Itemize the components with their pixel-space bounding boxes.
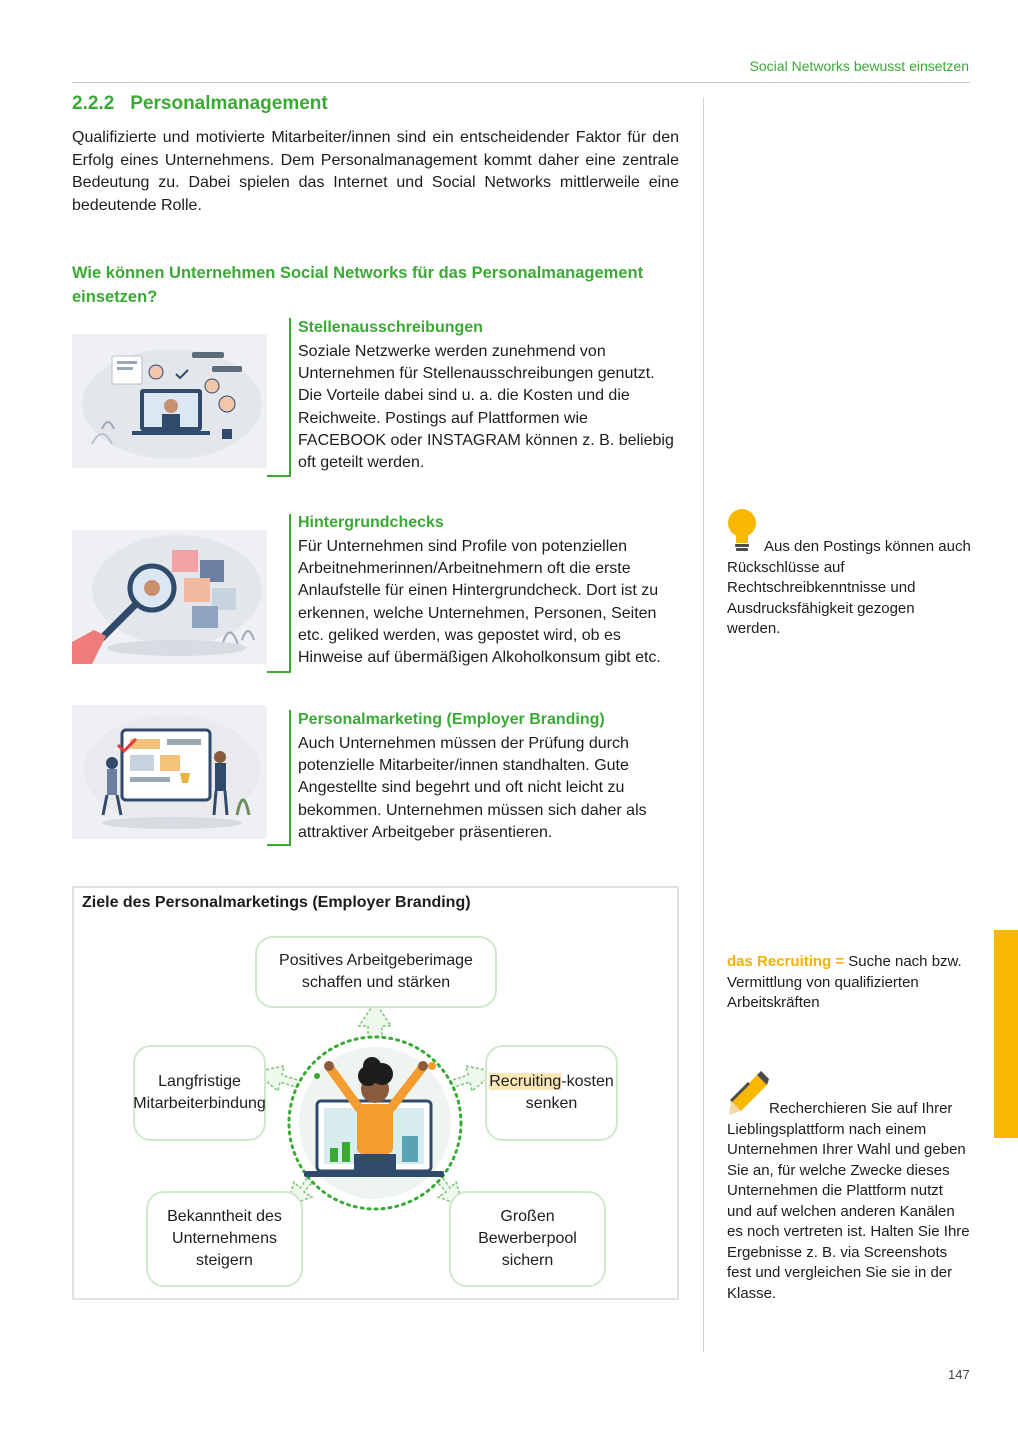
- goal-applicant-pool: Großen Bewerberpool sichern: [449, 1191, 606, 1287]
- page-number: 147: [948, 1367, 970, 1382]
- item-accent-foot: [267, 475, 291, 477]
- sidebar-tip: Aus den Postings können auch Rückschlüsse auf Rechtschreibkenntnisse und Ausdrucksfähigkeit gezogen werden.: [727, 538, 971, 637]
- glossary-definition: Suche nach bzw. Vermittlung von qualifizierten Arbeitskräften: [727, 953, 962, 1011]
- section-number: 2.2.2: [72, 93, 115, 114]
- header-divider: [72, 82, 970, 83]
- item-accent-line: [289, 710, 291, 846]
- goal-recruiting-costs: [485, 1045, 618, 1141]
- glossary-entry: [727, 952, 972, 1014]
- section-title: [72, 93, 328, 115]
- item-accent-line: [289, 514, 291, 673]
- goal-employee-retention: Langfristige Mitarbeiterbindung: [133, 1045, 266, 1141]
- item-text-employer-branding: Auch Unternehmen müssen der Prüfung durch potenzielle Mitarbeiter/innen standhalten. Gute Angestellte sind begehrt und oft nicht leicht zu bekommen. Unternehmen müssen sich daher als attraktiver Arbeitgeber präsentieren.: [298, 735, 647, 841]
- item-text-background-checks: Für Unternehmen sind Profile von potenziellen Arbeitnehmerinnen/Arbeitnehmern oft die erste Anlaufstelle für einen Hintergrundcheck. Dort ist zu erkennen, welche Unternehmen, Personen, Seiten etc. geliked werden, was gepostet wird, ob es Hinweise auf übermäßigen Alkoholkonsum gibt etc.: [298, 538, 661, 667]
- section-title-text: Personalmanagement: [130, 93, 328, 114]
- goal-employer-image: Positives Arbeitgeberimage schaffen und stärken: [255, 936, 497, 1008]
- chapter-tab: [994, 930, 1018, 1138]
- background-check-illustration: [72, 530, 267, 664]
- item-accent-foot: [267, 844, 291, 846]
- recruiting-highlight: Recruiting: [489, 1073, 562, 1090]
- item-accent-line: [289, 318, 291, 477]
- item-title-employer-branding: Personalmarketing (Employer Branding): [298, 711, 605, 728]
- diagram-title: Ziele des Personalmarketings (Employer Branding): [82, 894, 471, 911]
- goal-company-awareness: Bekanntheit des Unternehmens steigern: [146, 1191, 303, 1287]
- glossary-term: das Recruiting =: [727, 953, 845, 970]
- recruiting-costs-text: -kosten senken: [525, 1073, 614, 1112]
- running-header: Social Networks bewusst einsetzen: [749, 58, 969, 74]
- question-heading: Wie können Unternehmen Social Networks für das Personalmanagement einsetzen?: [72, 264, 644, 306]
- employer-branding-illustration: [72, 705, 267, 839]
- item-title-background-checks: Hintergrundchecks: [298, 514, 444, 531]
- item-text-job-postings: Soziale Netzwerke werden zunehmend von Unternehmen für Stellenausschreibungen genutzt. Die Vorteile dabei sind u. a. die Kosten und die Reichweite. Postings auf Plattformen wie FACEBOOK oder INSTAGRAM können z. B. beliebig oft geteilt werden.: [298, 343, 674, 472]
- item-title-job-postings: Stellenausschreibungen: [298, 319, 483, 336]
- column-divider: [703, 97, 704, 1352]
- intro-paragraph: Qualifizierte und motivierte Mitarbeiter/innen sind ein entscheidender Faktor für den Erfolg eines Unternehmens. Dem Personalmanagement kommt daher eine zentrale Bedeutung zu. Dabei spielen das Internet und Social Networks mittlerweile eine bedeutende Rolle.: [72, 129, 679, 214]
- sidebar-task: Recherchieren Sie auf Ihrer Lieblingsplattform nach einem Unternehmen Ihrer Wahl und geben Sie an, für welche Zwecke dieses Unternehmen die Plattform nutzt und auf welchen anderen Kanälen es noch vertreten ist. Halten Sie Ihre Ergebnisse z. B. via Screenshots fest und vergleichen Sie sie in der Klasse.: [727, 1100, 970, 1302]
- job-postings-illustration: [72, 334, 267, 468]
- item-accent-foot: [267, 671, 291, 673]
